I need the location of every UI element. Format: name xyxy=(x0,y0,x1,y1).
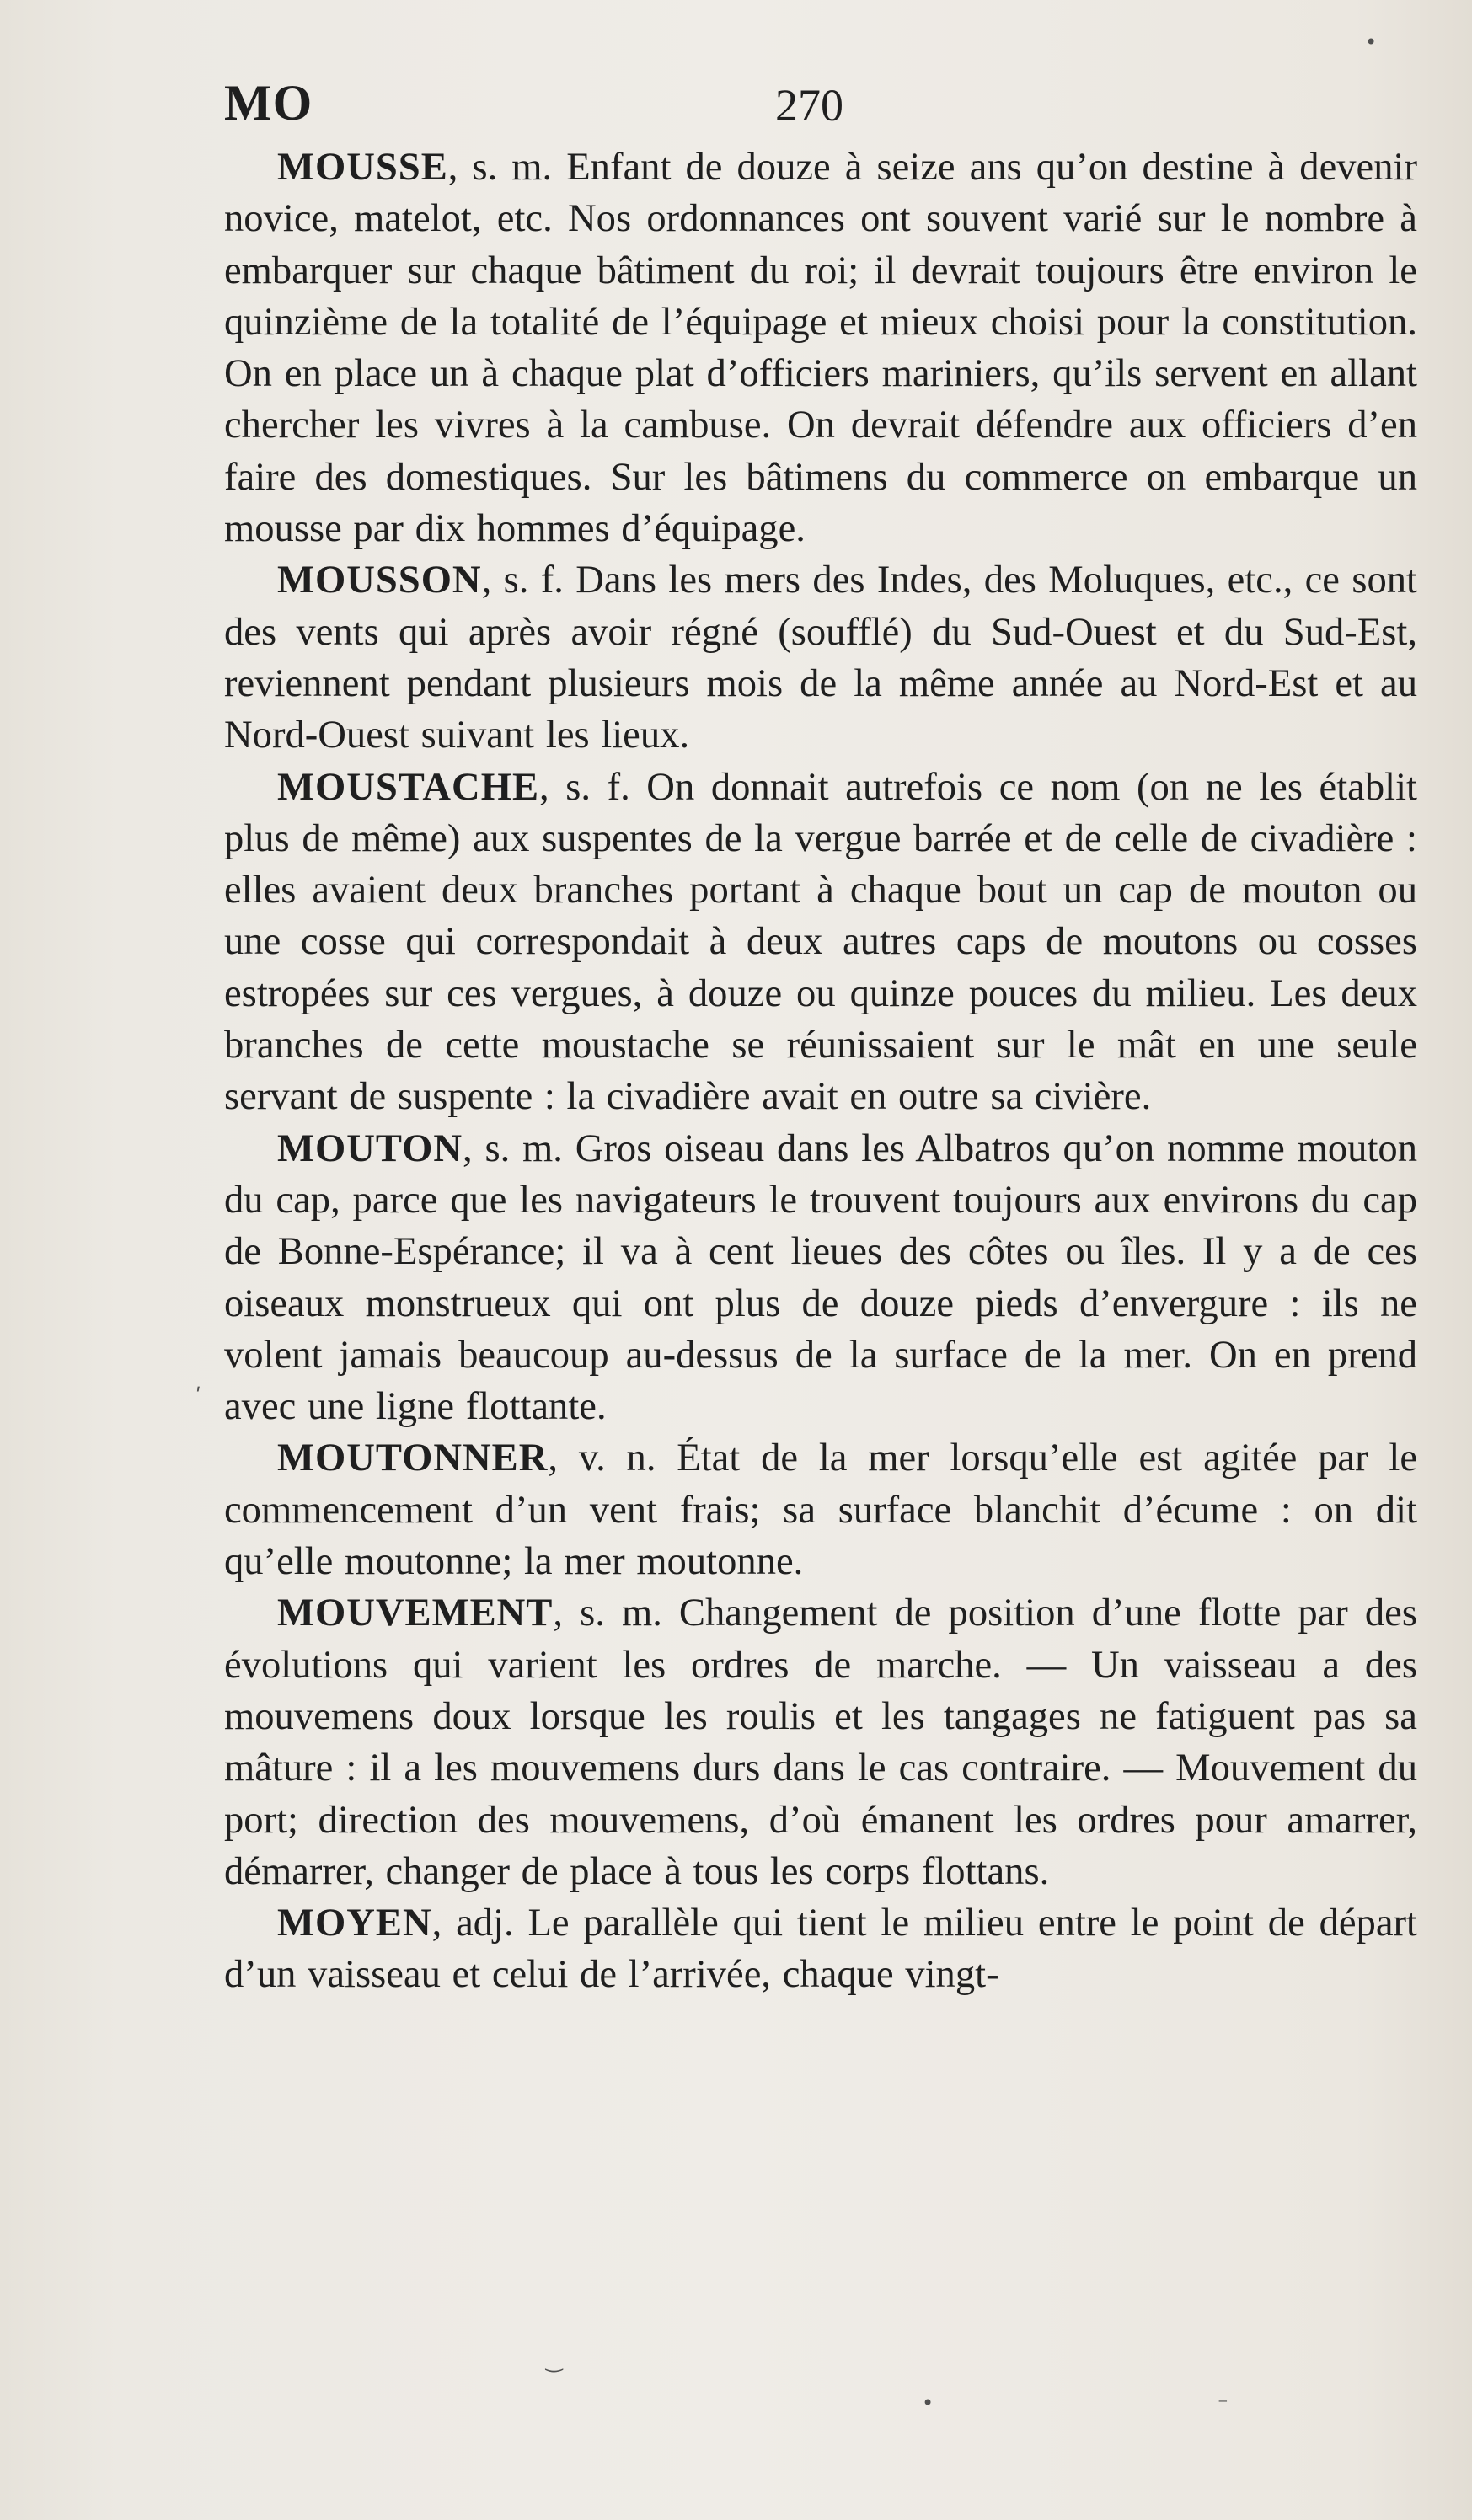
entry-headword: MOUSSON xyxy=(277,558,482,602)
paper-speck-mark: • xyxy=(1365,30,1378,54)
entry-definition: , s. f. On donnait autrefois ce nom (on ne les établit plus de même) aux suspentes de la vergue barrée et de celle de civadière : elles avaient deux branches portant à chaque bout un cap de mouton ou une cosse qui correspondait à deux autres caps de moutons ou cosses estropées sur ces vergues, à douze ou quinze pouces du milieu. Les deux branches de cette moustache se réunissaient sur le mât en une seule servant de suspente : la civadière avait en outre sa civière. xyxy=(224,764,1417,1119)
dictionary-entry-moyen xyxy=(224,1897,1417,2001)
entry-definition: , s. m. Gros oiseau dans les Albatros qu’on nomme mouton du cap, parce que les navigateurs le trouvent toujours aux environs du cap de Bonne-Espérance; il va à cent lieues des côtes ou îles. Il y a de ces oiseaux monstrueux qui ont plus de douze pieds d’envergure : ils ne volent jamais beaucoup au-dessus de la surface de la mer. On en prend avec une ligne flottante. xyxy=(224,1126,1417,1429)
entry-headword: MOUSSE xyxy=(277,145,448,189)
dictionary-entry-moustache xyxy=(224,762,1417,1123)
dictionary-entry-mouton xyxy=(224,1123,1417,1433)
paper-speck-mark: ʹ xyxy=(195,1384,201,1408)
dictionary-entry-mousson xyxy=(224,554,1417,761)
entry-definition: , s. f. Dans les mers des Indes, des Moluques, etc., ce sont des vents qui après avoir régné (soufflé) du Sud-Ouest et du Sud-Est, reviennent pendant plusieurs mois de la même année au Nord-Est et au Nord-Ouest suivant les lieux. xyxy=(224,558,1417,757)
dictionary-entry-mousse xyxy=(224,142,1417,554)
entry-definition: , v. n. État de la mer lorsqu’elle est agitée par le commencement d’un vent frais; sa surface blanchit d’écume : on dit qu’elle moutonne; la mer moutonne. xyxy=(224,1436,1417,1584)
entry-headword: MOUTON xyxy=(277,1126,463,1170)
entry-definition: , adj. Le parallèle qui tient le milieu entre le point de départ d’un vaisseau et celui de l’arrivée, chaque vingt- xyxy=(224,1901,1417,1997)
dictionary-entry-moutonner xyxy=(224,1432,1417,1587)
entry-headword: MOUSTACHE xyxy=(277,764,540,809)
paper-speck-mark: • xyxy=(922,2391,934,2415)
page-header xyxy=(224,74,1421,142)
running-head: MO xyxy=(224,75,313,131)
entry-definition: , s. m. Enfant de douze à seize ans qu’on destine à devenir novice, matelot, etc. Nos ordonnances ont souvent varié sur le nombre à embarquer sur chaque bâtiment du roi; il devrait toujours être environ le quinzième de la totalité de l’équipage et mieux choisi pour la constitution. On en place un à chaque plat d’officiers mariniers, qu’ils servent en allant chercher les vivres à la cambuse. On devrait défendre aux officiers d’en faire des domestiques. Sur les bâtimens du commerce on embarque un mousse par dix hommes d’équipage. xyxy=(224,145,1417,551)
dictionary-entry-mouvement xyxy=(224,1587,1417,1897)
page-number: 270 xyxy=(775,80,843,131)
entry-headword: MOYEN xyxy=(277,1901,432,1945)
entry-definition: , s. m. Changement de position d’une flotte par des évolutions qui varient les ordres de marche. — Un vaisseau a des mouvemens doux lorsque les roulis et les tangages ne fatiguent pas sa mâture : il a les mouvemens durs dans le cas contraire. — Mouvement du port; direction des mouvemens, d’où émanent les ordres pour amarrer, démarrer, changer de place à tous les corps flottans. xyxy=(224,1591,1417,1893)
entry-headword: MOUTONNER xyxy=(277,1436,549,1480)
paper-speck-mark: ⁻ xyxy=(1218,2393,1228,2416)
paper-speck-mark: ‿ xyxy=(546,2349,563,2373)
entry-headword: MOUVEMENT xyxy=(277,1591,554,1635)
dictionary-text xyxy=(224,142,1417,2001)
